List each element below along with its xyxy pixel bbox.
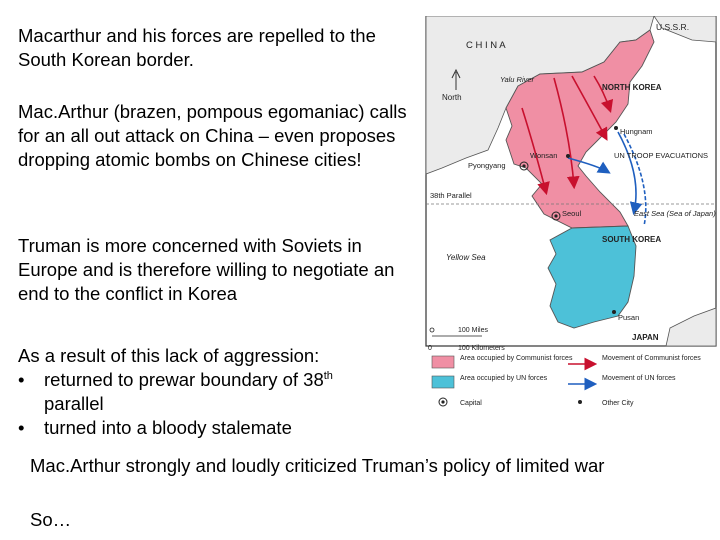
- north-korea-label: NORTH KOREA: [602, 83, 662, 92]
- scale-zero-label: 0: [428, 345, 432, 352]
- legend-capital-dot: [441, 400, 444, 403]
- scale-miles-label: 100 Miles: [458, 327, 488, 334]
- seoul-capital-dot: [554, 214, 557, 217]
- korean-war-map: [422, 16, 720, 420]
- legend-capital-label: Capital: [460, 400, 482, 407]
- bullet-prewar-boundary: [18, 368, 418, 392]
- bullet2-text: turned into a bloody stalemate: [44, 417, 292, 438]
- legend-communist-swatch: [432, 356, 454, 368]
- wonsan-city-icon: [566, 154, 570, 158]
- bullet1-continuation: parallel: [44, 393, 104, 414]
- bullet-dot: •: [18, 417, 25, 438]
- bullet-stalemate: [18, 416, 418, 440]
- paragraph-repelled: Macarthur and his forces are repelled to the South Korean border.: [18, 25, 376, 70]
- ussr-label: U.S.S.R.: [656, 22, 690, 32]
- legend-communist-move: Movement of Communist forces: [602, 355, 701, 362]
- result-intro: As a result of this lack of aggression:: [18, 345, 320, 366]
- un-troop-label: UN TROOP EVACUATIONS: [614, 151, 709, 160]
- legend-other-city-icon: [578, 400, 582, 404]
- pusan-city-icon: [612, 310, 616, 314]
- seoul-label: Seoul: [562, 209, 582, 218]
- paragraph-result: [18, 344, 418, 440]
- hungnam-city-icon: [614, 126, 618, 130]
- paragraph-attack-china: Mac.Arthur (brazen, pompous egomaniac) calls for an all out attack on China – even proposes dropping atomic bombs on Chinese cities!: [18, 101, 407, 170]
- japan-label: JAPAN: [632, 333, 659, 342]
- bullet1-text: returned to prewar boundary of 38: [44, 369, 324, 390]
- yellow-sea-label: Yellow Sea: [446, 253, 486, 262]
- pusan-label: Pusan: [618, 313, 640, 322]
- yalu-label: Yalu River: [500, 75, 535, 84]
- hungnam-label: Hungnam: [620, 127, 653, 136]
- map-svg: [422, 16, 720, 420]
- legend-un-move: Movement of UN forces: [602, 375, 676, 382]
- north-label: North: [442, 93, 462, 102]
- pyongyang-capital-dot: [522, 164, 525, 167]
- bullet-dot: •: [18, 369, 25, 390]
- china-label: C H I N A: [466, 40, 506, 51]
- pyongyang-label: Pyongyang: [468, 161, 506, 170]
- east-sea-label: East Sea (Sea of Japan): [634, 209, 716, 218]
- legend-other-city: Other City: [602, 400, 634, 407]
- wonsan-label: Wonsan: [530, 151, 558, 160]
- parallel-label: 38th Parallel: [430, 191, 472, 200]
- paragraph-truman: Truman is more concerned with Soviets in Europe and is therefore willing to negotiate an end to the conflict in Korea: [18, 235, 395, 304]
- bullet1-superscript: th: [323, 369, 333, 382]
- legend-communist-area: Area occupied by Communist forces: [460, 355, 573, 362]
- legend-un-area: Area occupied by UN forces: [460, 375, 548, 382]
- south-korea-label: SOUTH KOREA: [602, 235, 662, 244]
- legend-un-swatch: [432, 376, 454, 388]
- paragraph-criticized: Mac.Arthur strongly and loudly criticized Truman’s policy of limited war: [30, 455, 605, 476]
- map-legend: [432, 355, 701, 407]
- paragraph-so: So…: [30, 509, 72, 530]
- scale-km-label: 100 Kilometers: [458, 345, 505, 352]
